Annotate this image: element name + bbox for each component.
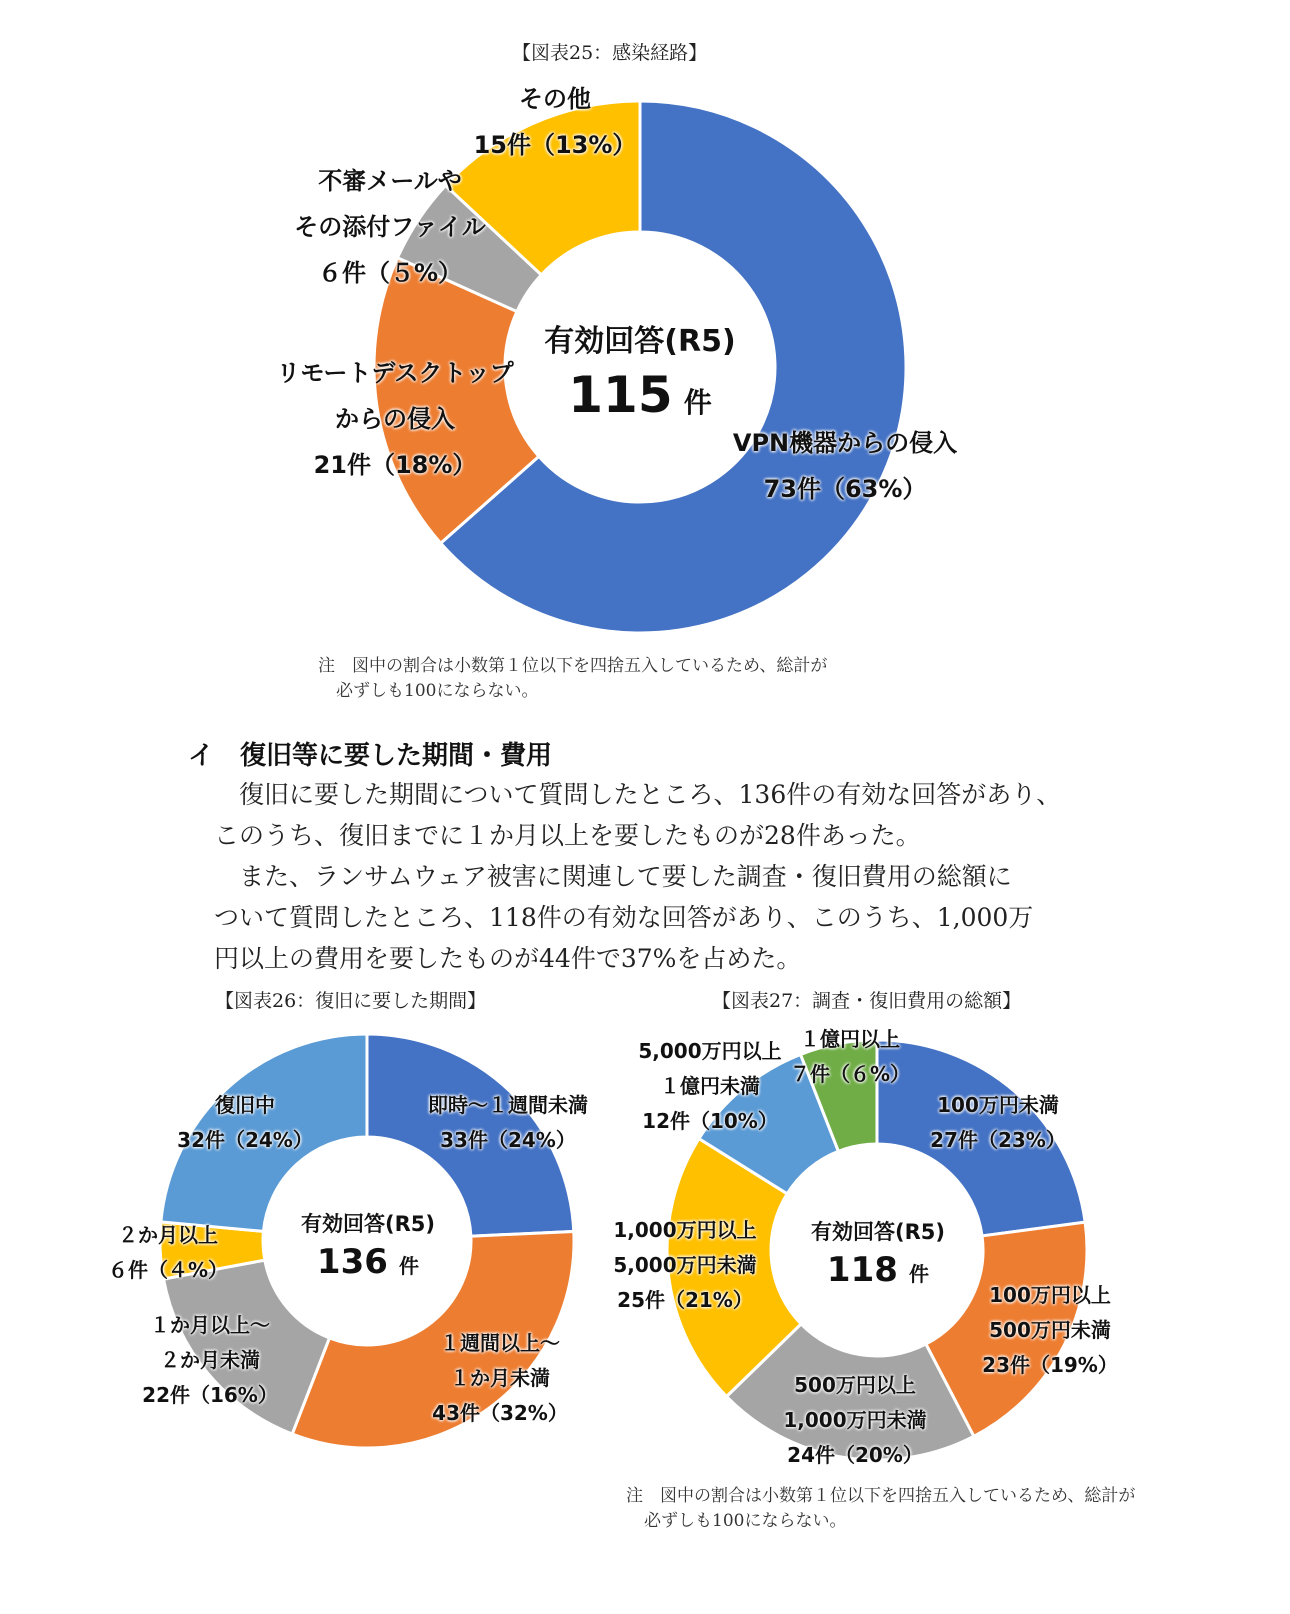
label-email: 不審メールや その添付ファイル ６件（５%） (294, 167, 486, 287)
label-5m-10m: 500万円以上 1,000万円未満 24件（20%） (783, 1373, 927, 1467)
section-heading: イ 復旧等に要した期間・費用 (188, 741, 553, 771)
label-within-week: 即時～１週間未満 33件（24%） (428, 1093, 588, 1152)
label-remote-desktop: リモートデスクトップ からの侵入 21件（18%） (276, 359, 514, 479)
chart27-title: 【図表27：調査・復旧費用の総額】 (712, 990, 1022, 1012)
center-value: 115 (568, 366, 673, 424)
chart26-title: 【図表26：復旧に要した期間】 (215, 990, 487, 1012)
label-other: その他 15件（13%） (473, 85, 637, 159)
section-body: 復旧に要した期間について質問したところ、136件の有効な回答があり、 このうち、復旧までに１か月以上を要したものが28件あった。 また、ランサムウェア被害に関連して要した調査・復旧費用の総額に ついて質問したところ、118件の有効な回答があり、このうち、1,000万 円以上の費用を要したものが44件で37%を占めた。 (214, 780, 1062, 973)
chart25-note: 注 図中の割合は小数第１位以下を四捨五入しているため、総計が 必ずしも100にならない。 (318, 656, 828, 701)
label-vpn: VPN機器からの侵入 73件（63%） (732, 429, 958, 503)
chart25-center (544, 316, 735, 424)
chart26-center: 有効回答(R5) 136 件 (301, 1212, 435, 1282)
label-under-1m: 100万円未満 27件（23%） (930, 1093, 1066, 1152)
label-over-two-months: ２か月以上 ６件（４%） (107, 1223, 229, 1282)
label-recovering: 復旧中 32件（24%） (177, 1093, 313, 1152)
chart27-center: 有効回答(R5) 118 件 (811, 1220, 945, 1290)
label-10m-50m: 1,000万円以上 5,000万円未満 25件（21%） (613, 1218, 757, 1312)
chart27-note: 注 図中の割合は小数第１位以下を四捨五入しているため、総計が 必ずしも100にならない。 (626, 1486, 1136, 1531)
label-50m-100m: 5,000万円以上 １億円未満 12件（10%） (638, 1039, 782, 1133)
label-1m-5m: 100万円以上 500万円未満 23件（19%） (982, 1283, 1118, 1377)
label-week-to-month: １週間以上～ １か月未満 43件（32%） (432, 1331, 568, 1425)
center-title: 有効回答(R5) (544, 324, 736, 359)
chart25-title: 【図表25：感染経路】 (512, 42, 708, 64)
label-one-to-two-months: １か月以上～ ２か月未満 22件（16%） (142, 1313, 278, 1407)
label-over-100m: １億円以上 ７件（６%） (789, 1027, 911, 1086)
center-unit: 件 (683, 386, 712, 419)
